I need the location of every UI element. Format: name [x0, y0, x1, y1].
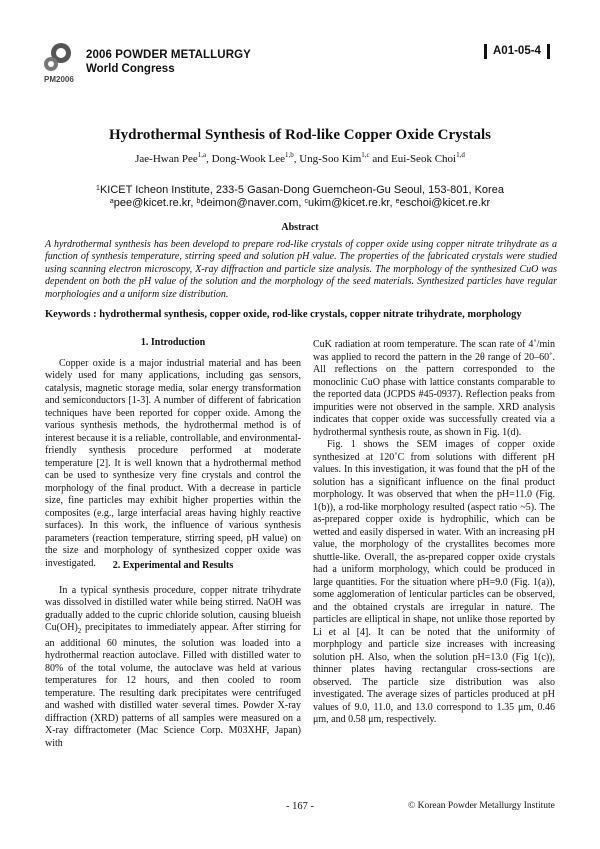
- section-paragraph: CuK radiation at room temperature. The scan rate of 4˚/min was applied to record the pattern in the 2θ range of 20–60˚. All reflections on the pattern corresponded to the monoclinic CuO phase with lattice constants comparable to the reported data (JCPDS #45-0937). Reflection peaks from impurities were not observed in the sample. XRD analysis indicates that copper oxide was successfully created via a hydrothermal synthesis route, as shown in Fig. 1(d).: [313, 339, 555, 438]
- paper-code: A01-05-4: [493, 45, 541, 57]
- author-name: Dong-Wook Lee: [211, 153, 285, 165]
- subscript: 2: [77, 627, 82, 635]
- email-address[interactable]: deimon@naver.com: [200, 197, 299, 209]
- author-sup: 1,d: [456, 151, 465, 159]
- section-paragraph: Copper oxide is a major industrial material and has been widely used for many applications, including gas sensors, catalysis, magnetic storage media, solar energy transformation and semiconductors [1-3]. A number of different of fabrication techniques have been reported for copper oxide. Among the various synthesis methods, the hydrothermal method is of interest because it is a reliable, controllable, and environmental-friendly synthesis procedure performed at moderate temperature [2]. It is well known that a hydrothermal method can be used to synthesize very fine crystals and control the morphology of the final product. With a decrease in particle size, fine particles may exhibit higher properties within the composites (e.g., large interfacial areas having highly reactive surfaces). In this work, the influence of various synthesis parameters (reaction temperature, stirring speed, pH value) on the size and morphology of synthesized copper oxide was investigated.: [45, 357, 302, 569]
- copyright: © Korean Powder Metallurgy Institute: [408, 801, 555, 811]
- email-address[interactable]: pee@kicet.re.kr: [113, 197, 191, 209]
- author-separator: ,: [293, 153, 300, 165]
- section-2: [45, 560, 301, 750]
- section-heading: 1. Introduction: [140, 337, 206, 348]
- paper-code-box: [484, 44, 550, 58]
- author-name: Jae-Hwan Pee: [135, 153, 198, 165]
- author-list: [0, 153, 600, 165]
- affiliation-sup: 1: [96, 185, 100, 192]
- conference-name: World Congress: [86, 63, 175, 75]
- paragraph-text: In a typical synthesis procedure, copper nitrate trihydrate was dissolved in distilled water while being stirred. NaOH was gradually added to the cupric chloride solution, causing blueish Cu(OH): [45, 584, 301, 633]
- author-sup: 1,a: [197, 151, 207, 159]
- affiliation-line: [0, 184, 600, 197]
- email-sup: c: [304, 198, 308, 205]
- email-line: $^a$pee@kicet.re.kr, $^b$deimon@naver.com, $^c$ukim@kicet.re.kr, $^e$eschoi@kicet.re.kr: [109, 197, 491, 209]
- email-sup: b: [196, 198, 201, 205]
- affiliation: [0, 184, 600, 210]
- section-heading: 2. Experimental and Results: [112, 560, 234, 571]
- author-sup: 1,b: [284, 151, 294, 159]
- section-paragraph: Fig. 1 shows the SEM images of copper oxide synthesized at 120˚C from solutions with different pH values. In this investigation, it was found that the pH of the solution has a significant influence on the final product morphology. It was observed that when the pH=11.0 (Fig. 1(b)), a rod-like morphology resulted (aspect ratio ~5). The as-prepared copper oxide is hydrophilic, which can be wetted and easily dispersed in water. With an increasing pH value, the morphology of the crystallites becomes more shuttle-like. Overall, the as-prepared copper oxide crystals had a uniform morphology, which could be produced in large quantities. For the situation where pH=9.0 (Fig. 1(a)), some agglomeration of lenticular particles can be observed, and the obtained crystals are irregular in nature. The particles are elliptical in shape, not unlike those reported by Li et al [4]. It can be noted that the uniformity of morphplogy and particle size increases with increasing solution pH. Also, when the solution pH=13.0 (Fig 1(c)), thinner plates having rectangular cross-sections are observed. The particle size distribution was also investigated. The average sizes of particles produced at pH values of 9.0, 11.0, and 13.0 correspond to 1.35 μm, 0.46 μm, and 0.58 μm, respectively.: [313, 439, 555, 725]
- paper-title: Hydrothermal Synthesis of Rod-like Copper Oxide Crystals: [109, 127, 491, 143]
- section-1: [45, 337, 301, 570]
- keywords: Keywords : hydrothermal synthesis, copper oxide, rod-like crystals, copper nitrate trihydrate, morphology: [45, 309, 522, 320]
- author-separator: and: [369, 153, 391, 165]
- author-separator: ,: [206, 153, 212, 165]
- author-sup: 1,c: [361, 151, 370, 159]
- abstract-body: A hyrdrothermal synthesis has been developd to prepare rod-like crystals of copper oxide using copper nitrate trihydrate as a function of synthesis temperature, stirring speed and solution pH value. The properties of the fabricated crystals were studied using scanning electron microscopy, X-ray diffraction and particle size analysis. The morphology of the synthesized CuO was dependent on both the pH value of the solution and the morphology of the seed materials. Synthesized particles have regular morphologies and a uniform size distribution.: [45, 239, 557, 300]
- email-address[interactable]: eschoi@kicet.re.kr: [399, 197, 491, 209]
- right-column: [313, 339, 555, 727]
- conference-year: 2006 POWDER METALLURGY: [86, 49, 251, 61]
- page-number: - 167 -: [286, 801, 314, 812]
- code-bar-right: [547, 44, 550, 59]
- author-name: Ung-Soo Kim: [299, 153, 362, 165]
- logo-caption: PM2006: [44, 75, 74, 84]
- abstract-heading: Abstract: [281, 222, 319, 233]
- author-name: Eui-Seok Choi: [391, 153, 457, 165]
- email-sup: e: [395, 198, 400, 205]
- paragraph-text: precipitates to immediately appear. After stirring for an additional 60 minutes, the solution was loaded into a hydrothermal reaction autoclave. Filled with distilled water to 80% of the total volume, the autoclave was held at various temperatures for 12 hours, and then cooled to room temperature. The resulting dark precipitates were centrifuged and washed with distilled water several times. Powder X-ray diffraction (XRD) patterns of all samples were measured on a X-ray diffractometer (Mac Science Corp. M03XHF, Japan) with: [45, 622, 301, 749]
- email-sup: a: [109, 198, 114, 205]
- email-address[interactable]: ukim@kicet.re.kr: [308, 197, 390, 209]
- affiliation-text: KICET Icheon Institute, 233-5 Gasan-Dong Guemcheon-Gu Seoul, 153-801, Korea: [99, 184, 504, 196]
- section-paragraph: [45, 585, 301, 751]
